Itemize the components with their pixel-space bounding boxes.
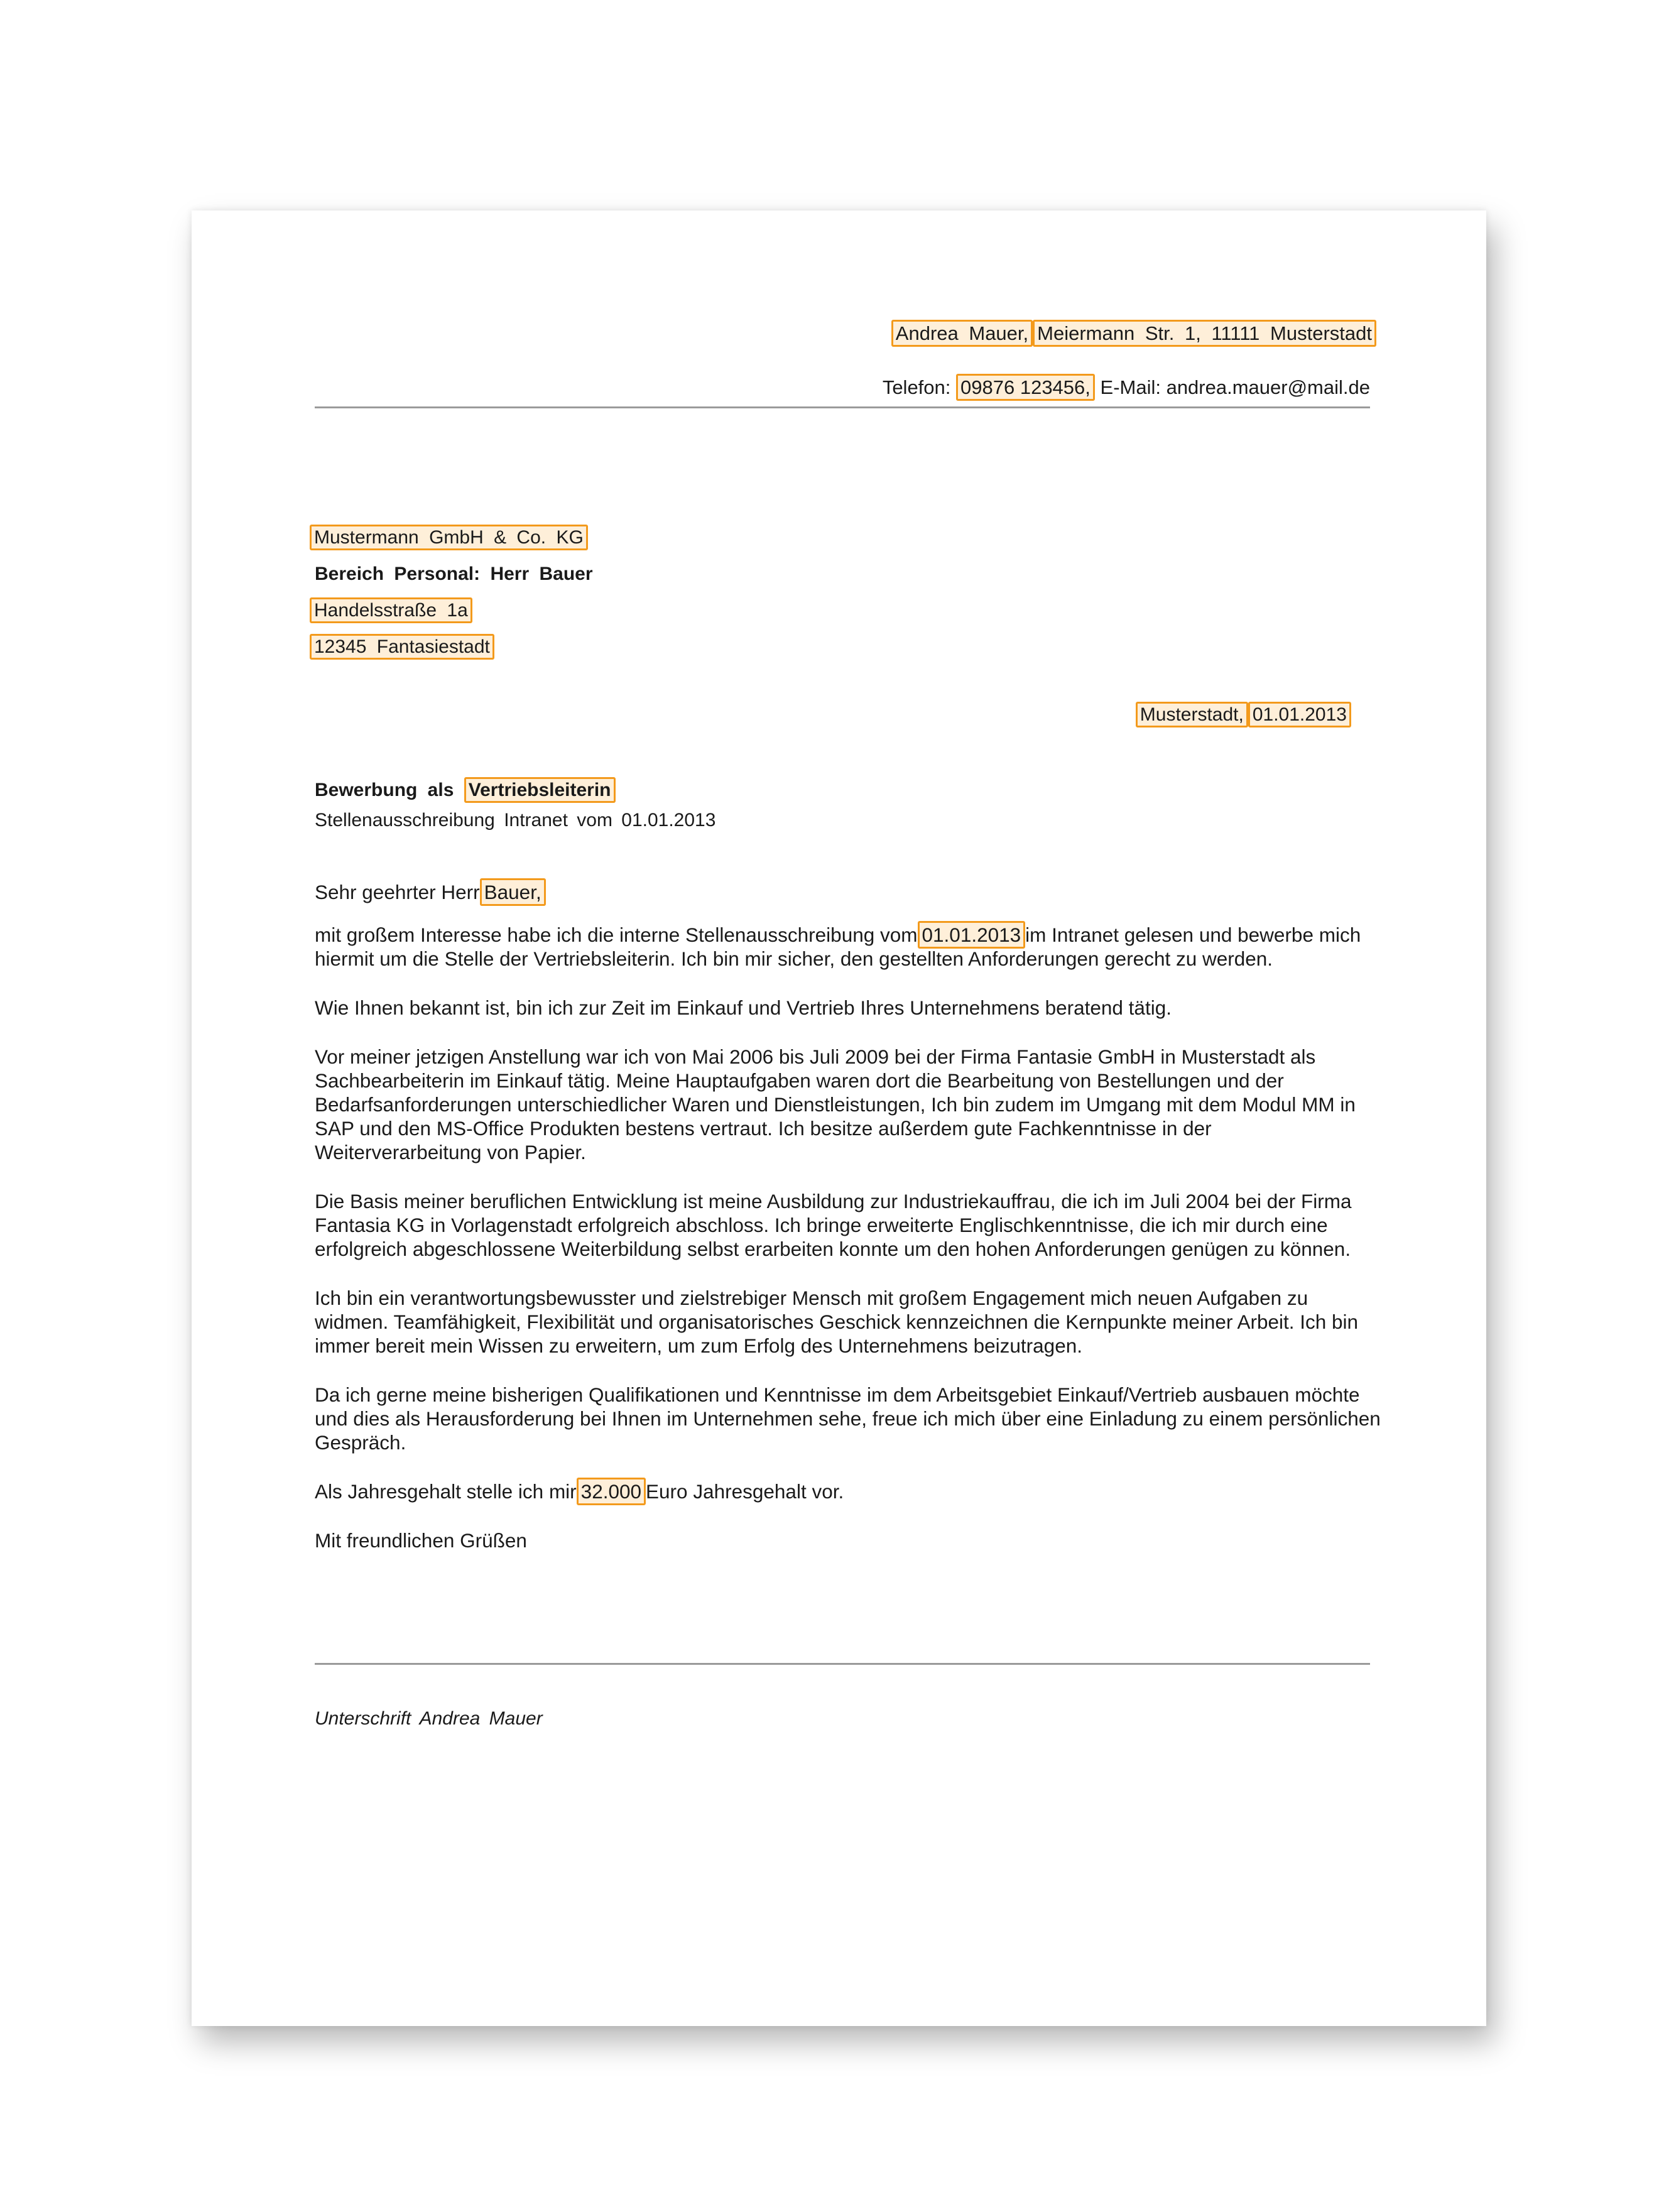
paragraph-intro-end: im Intranet gelesen und bewerbe mich hiermit um die Stelle der Vertriebsleiterin. Ich bin mir sicher, den gestellten Anforderungen gerecht zu werden. <box>315 923 1361 970</box>
paragraph-experience: Vor meiner jetzigen Anstellung war ich von Mai 2006 bis Juli 2009 bei der Firma Fantasie GmbH in Musterstadt als Sachbearbeiterin im Einkauf tätig. Meine Hauptaufgaben waren dort die Bearbeitung von Bestellungen und der Bedarfsanforderungen unterschiedlicher Waren und Dienstleistungen, Ich bin zudem im Umgang mit dem Modul MM in SAP und den MS-Office Produkten bestens vertraut. Ich besitze außerdem gute Fachkenntnisse in der Weiterverarbeitung von Papier. <box>315 1045 1356 1163</box>
paragraph-intro-start: mit großem Interesse habe ich die interne Stellenausschreibung vom <box>315 923 918 946</box>
salutation <box>315 880 1383 904</box>
posting-date-field[interactable]: 01.01.2013 <box>918 921 1026 949</box>
phone-label: Telefon: <box>882 376 951 398</box>
paragraph-motivation: Da ich gerne meine bisherigen Qualifikationen und Kenntnisse im dem Arbeitsgebiet Einkauf/Vertrieb ausbauen möchte und dies als Herausforderung bei Ihnen im Unternehmen sehe, freue ich mich über eine Einladung zu einem persönlichen Gespräch. <box>315 1383 1381 1454</box>
salary-text-start: Als Jahresgehalt stelle ich mir <box>315 1480 577 1503</box>
sender-email: E-Mail: andrea.mauer@mail.de <box>1100 376 1370 398</box>
subject-line <box>315 777 616 803</box>
letter-body <box>315 880 1383 1577</box>
paragraph-intro <box>315 923 1383 971</box>
letter-page <box>192 210 1486 2026</box>
salary-text-end: Euro Jahresgehalt vor. <box>646 1480 844 1503</box>
sender-phone-field[interactable]: 09876 123456, <box>956 374 1095 401</box>
closing: Mit freundlichen Grüßen <box>315 1529 527 1552</box>
sender-line <box>891 322 1376 345</box>
subject-block <box>315 780 715 831</box>
sender-contact-line <box>883 376 1370 399</box>
recipient-city-field[interactable]: 12345 Fantasiestadt <box>310 634 494 660</box>
subject-prefix: Bewerbung als <box>315 780 454 800</box>
salutation-prefix: Sehr geehrter Herr <box>315 881 480 903</box>
salary-amount-field[interactable]: 32.000 <box>577 1478 646 1505</box>
header-divider <box>315 406 1370 408</box>
sender-address-field[interactable]: Meiermann Str. 1, 11111 Musterstadt <box>1033 320 1376 347</box>
recipient-street-field[interactable]: Handelsstraße 1a <box>310 597 472 623</box>
reference-line: Stellenausschreibung Intranet vom 01.01.2013 <box>315 810 716 831</box>
paragraph-education: Die Basis meiner beruflichen Entwicklung ist meine Ausbildung zur Industriekauffrau, die ich im Juli 2004 bei der Firma Fantasia KG in Vorlagenstadt erfolgreich abschloss. Ich bringe erweiterte Englischkenntnisse, die ich mir durch eine erfolgreich abgeschlossene Weiterbildung selbst erarbeiten konnte um den hohen Anforderungen genügen zu können. <box>315 1190 1352 1260</box>
salutation-name-field[interactable]: Bauer, <box>480 878 546 906</box>
paragraph-current-role: Wie Ihnen bekannt ist, bin ich zur Zeit im Einkauf und Vertrieb Ihres Unternehmens beratend tätig. <box>315 996 1172 1019</box>
paragraph-salary <box>315 1479 1383 1503</box>
signature-line: Unterschrift Andrea Mauer <box>315 1708 543 1729</box>
paragraph-personality: Ich bin ein verantwortungsbewusster und zielstrebiger Mensch mit großem Engagement mich neuen Aufgaben zu widmen. Teamfähigkeit, Flexibilität und organisatorisches Geschick kennzeichnen die Kernpunkte meiner Arbeit. Ich bin immer bereit mein Wissen zu erweitern, um zum Erfolg des Unternehmens beizutragen. <box>315 1287 1359 1357</box>
recipient-company-field[interactable]: Mustermann GmbH & Co. KG <box>310 525 588 550</box>
date-field[interactable]: 01.01.2013 <box>1248 702 1351 727</box>
recipient-department: Bereich Personal: Herr Bauer <box>315 564 593 584</box>
place-date-line <box>1136 704 1351 726</box>
letter-content <box>314 210 1381 2026</box>
sender-name-field[interactable]: Andrea Mauer, <box>891 320 1033 347</box>
place-field[interactable]: Musterstadt, <box>1136 702 1248 727</box>
signature-divider <box>315 1663 1370 1665</box>
subject-position-field[interactable]: Vertriebsleiterin <box>464 777 616 803</box>
recipient-block <box>310 522 593 668</box>
